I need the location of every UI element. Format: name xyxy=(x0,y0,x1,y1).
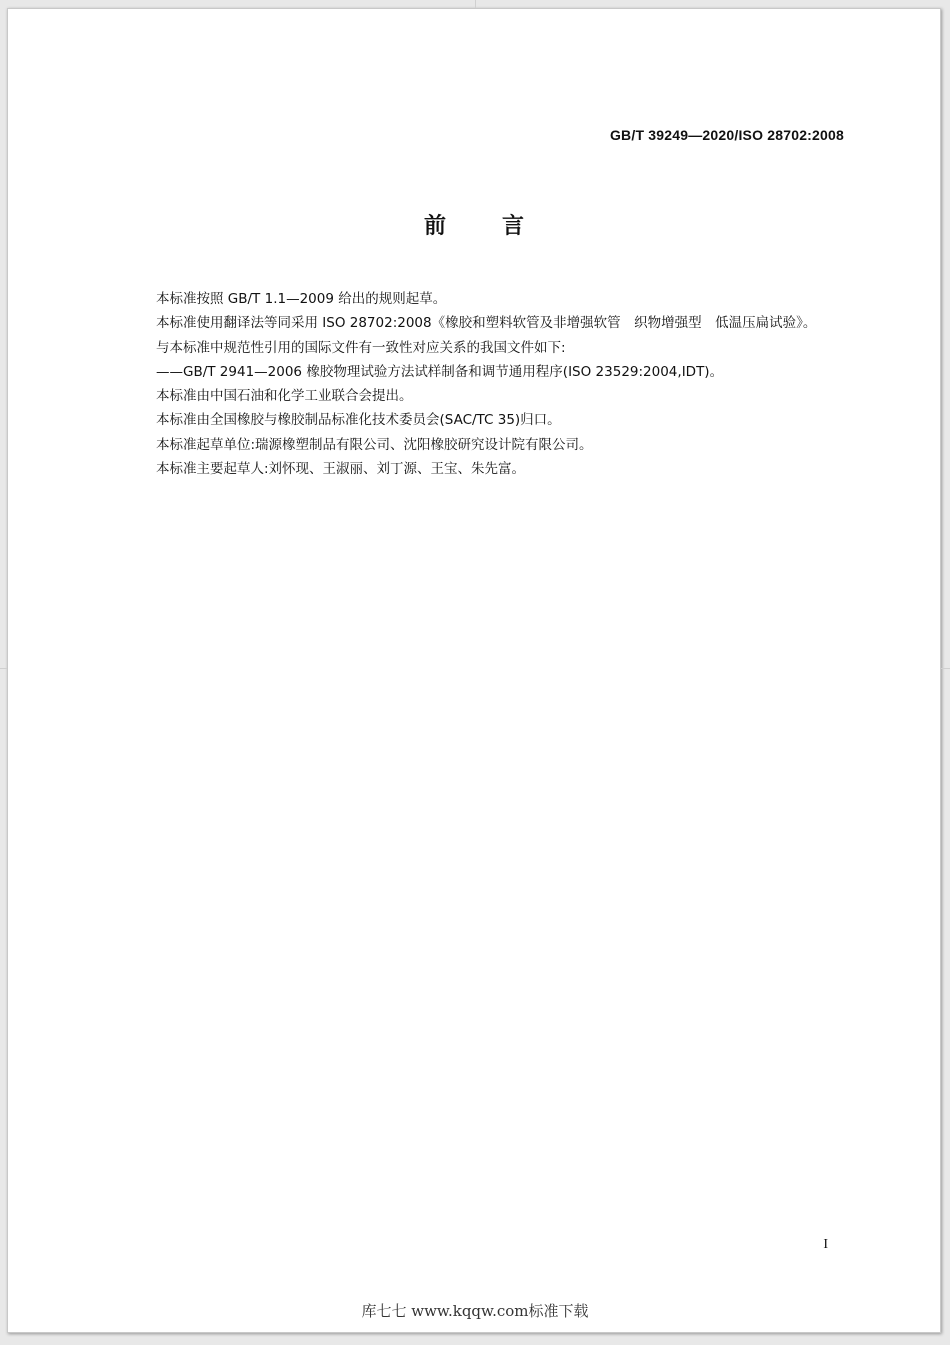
paragraph: 本标准由全国橡胶与橡胶制品标准化技术委员会(SAC/TC 35)归口。 xyxy=(156,412,561,429)
foreword-body xyxy=(138,287,850,481)
document-page xyxy=(7,8,941,1333)
paragraph: 与本标准中规范性引用的国际文件有一致性对应关系的我国文件如下: xyxy=(156,339,566,356)
page-number: I xyxy=(823,1237,828,1252)
page-edge-mark xyxy=(475,0,476,8)
paragraph: 本标准起草单位:瑞源橡塑制品有限公司、沈阳橡胶研究设计院有限公司。 xyxy=(156,436,593,453)
standard-code: GB/T 39249—2020/ISO 28702:2008 xyxy=(609,127,844,143)
page-edge-mark xyxy=(0,668,7,669)
paragraph: ——GB/T 2941—2006 橡胶物理试验方法试样制备和调节通用程序(ISO 23529:2004,IDT)。 xyxy=(156,363,724,380)
paragraph: 本标准按照 GB/T 1.1—2009 给出的规则起草。 xyxy=(156,291,447,307)
paragraph: 本标准由中国石油和化学工业联合会提出。 xyxy=(156,388,413,405)
page-title: 前言 xyxy=(423,214,580,239)
paragraph: 本标准使用翻译法等同采用 ISO 28702:2008《橡胶和塑料软管及非增强软管 织物增强型 低温压扁试验》。 xyxy=(156,315,817,332)
paragraph: 本标准主要起草人:刘怀现、王淑丽、刘丁源、王宝、朱先富。 xyxy=(156,461,526,478)
footer-watermark: 库七七 www.kqqw.com标准下载 xyxy=(361,1302,589,1320)
page-edge-mark xyxy=(941,668,950,669)
